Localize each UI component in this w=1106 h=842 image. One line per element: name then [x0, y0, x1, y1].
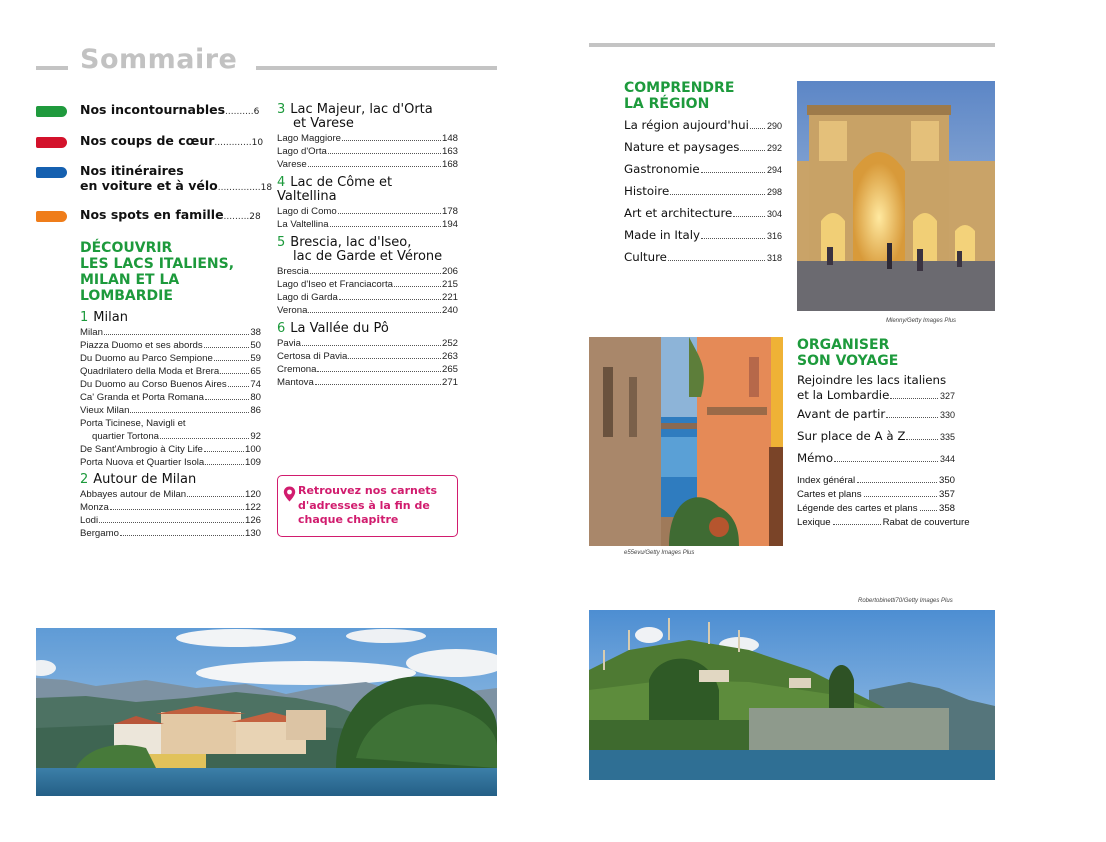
title-rule-left — [36, 66, 68, 70]
address-book-callout: Retrouvez nos carnets d'adresses à la fin de chaque chapitre — [277, 475, 458, 537]
chapter-3 — [277, 103, 458, 171]
toc-entry[interactable]: Porta Nuova et Quartier Isola 109 — [80, 457, 261, 468]
highlight-itineraires[interactable] — [36, 163, 273, 193]
map-pin-icon — [283, 486, 296, 502]
organize-list — [797, 373, 970, 530]
chapter-2 — [80, 473, 261, 540]
photo-isola-village — [36, 628, 497, 796]
toc-entry[interactable]: Histoire 298 — [624, 184, 782, 198]
toc-entry[interactable]: Lodi 126 — [80, 515, 261, 526]
toc-entry[interactable]: La région aujourd'hui 290 — [624, 118, 782, 132]
toc-entry[interactable]: Mémo 344 — [797, 451, 955, 465]
chapter-1 — [80, 311, 261, 469]
toc-entry[interactable]: Piazza Duomo et ses abords 50 — [80, 340, 261, 351]
photo-caption: Robertobinetti70/Getty Images Plus — [858, 598, 953, 604]
toc-entry[interactable]: Du Duomo au Parco Sempione 59 — [80, 353, 261, 364]
toc-entry[interactable]: Bergamo 130 — [80, 528, 261, 539]
toc-entry[interactable]: Ca' Granda et Porta Romana 80 — [80, 392, 261, 403]
toc-entry[interactable]: Culture 318 — [624, 250, 782, 264]
photo-caption: e55evu/Getty Images Plus — [624, 550, 695, 556]
toc-entry[interactable]: Quadrilatero della Moda et Brera 65 — [80, 366, 261, 377]
toc-entry[interactable]: Lago Maggiore 148 — [277, 133, 458, 144]
highlight-label: Nos coups de cœur.............10 — [80, 133, 264, 148]
toc-entry[interactable]: Légende des cartes et plans 358 — [797, 503, 955, 514]
toc-entry[interactable]: Brescia 206 — [277, 266, 458, 277]
toc-entry[interactable]: Gastronomie 294 — [624, 162, 782, 176]
orange-tab-icon — [36, 211, 67, 222]
toc-entry[interactable]: Index général 350 — [797, 475, 955, 486]
toc-entry[interactable]: Certosa di Pavia 263 — [277, 351, 458, 362]
toc-entry[interactable]: Rejoindre les lacs italiens et la Lombardie 327 — [797, 373, 955, 402]
photo-galleria — [797, 81, 995, 311]
toc-entry[interactable]: Mantova 271 — [277, 377, 458, 388]
chapter-title: 4 Lac de Côme et Valtellina — [277, 175, 393, 204]
toc-entry[interactable]: Lago d'Orta 163 — [277, 146, 458, 157]
toc-entry[interactable]: Lago di Garda 221 — [277, 292, 458, 303]
toc-entry[interactable]: Cartes et plans 357 — [797, 489, 955, 500]
toc-entry[interactable]: Lexique Rabat de couverture — [797, 517, 970, 528]
page-title: Sommaire — [80, 44, 238, 75]
toc-entry[interactable]: La Valtellina 194 — [277, 219, 458, 230]
toc-entry[interactable]: Lago di Como 178 — [277, 206, 458, 217]
chapter-title: 1 Milan — [80, 310, 128, 325]
highlight-famille[interactable] — [36, 207, 261, 222]
blue-tab-icon — [36, 167, 67, 178]
toc-entry[interactable]: De Sant'Ambrogio à City Life 100 — [80, 444, 261, 455]
toc-entry[interactable]: Verona 240 — [277, 305, 458, 316]
chapter-title: 6 La Vallée du Pô — [277, 321, 389, 336]
photo-alley — [589, 337, 783, 546]
toc-entry[interactable]: Lago d'Iseo et Franciacorta 215 — [277, 279, 458, 290]
toc-entry[interactable]: Pavia 252 — [277, 338, 458, 349]
right-top-rule — [589, 43, 995, 47]
chapter-5 — [277, 236, 458, 317]
toc-entry[interactable]: Vieux Milan 86 — [80, 405, 261, 416]
photo-caption: Mlenny/Getty Images Plus — [886, 318, 957, 324]
toc-entry[interactable]: Du Duomo au Corso Buenos Aires 74 — [80, 379, 261, 390]
highlight-label: Nos incontournables..........6 — [80, 102, 260, 117]
highlight-coups-de-coeur[interactable] — [36, 133, 264, 148]
highlight-label: Nos itinéraires en voiture et à vélo...............18 — [80, 163, 273, 193]
chapter-6 — [277, 322, 458, 389]
toc-entry[interactable]: Porta Ticinese, Navigli et quartier Tortona 92 — [80, 418, 261, 442]
title-rule-right — [256, 66, 497, 70]
photo-isola-bella-gardens — [589, 610, 995, 780]
highlight-incontournables[interactable] — [36, 102, 260, 117]
toc-entry[interactable]: Made in Italy 316 — [624, 228, 782, 242]
chapter-title: 5 Brescia, lac d'Iseo, lac de Garde et Vérone — [277, 235, 443, 264]
toc-entry[interactable]: Sur place de A à Z 335 — [797, 429, 955, 443]
chapter-4 — [277, 176, 458, 231]
toc-entry[interactable]: Varese 168 — [277, 159, 458, 170]
toc-entry[interactable]: Art et architecture 304 — [624, 206, 782, 220]
green-tab-icon — [36, 106, 67, 117]
toc-entry[interactable]: Avant de partir 330 — [797, 407, 955, 421]
red-tab-icon — [36, 137, 67, 148]
chapter-title: 3 Lac Majeur, lac d'Orta et Varese — [277, 102, 433, 131]
toc-entry[interactable]: Cremona 265 — [277, 364, 458, 375]
toc-entry[interactable]: Abbayes autour de Milan 120 — [80, 489, 261, 500]
understand-list — [624, 115, 782, 269]
toc-entry[interactable]: Monza 122 — [80, 502, 261, 513]
highlight-label: Nos spots en famille.........28 — [80, 207, 261, 222]
chapter-title: 2 Autour de Milan — [80, 472, 197, 487]
section-heading-organiser: ORGANISER SON VOYAGE — [797, 337, 899, 369]
toc-entry[interactable]: Nature et paysages 292 — [624, 140, 782, 154]
toc-entry[interactable]: Milan 38 — [80, 327, 261, 338]
section-heading-decouvrir: DÉCOUVRIR LES LACS ITALIENS, MILAN ET LA LOMBARDIE — [80, 240, 235, 304]
section-heading-comprendre: COMPRENDRE LA RÉGION — [624, 80, 735, 112]
